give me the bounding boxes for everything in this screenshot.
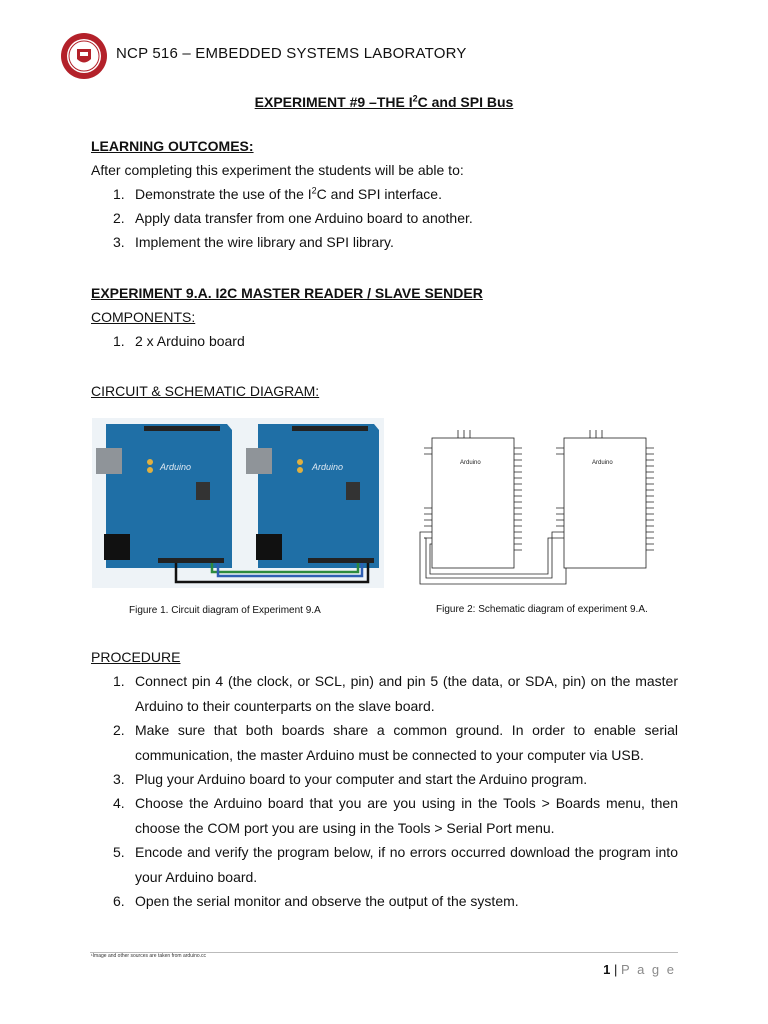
arduino-board-master xyxy=(96,424,232,568)
list-item: 4. Choose the Arduino board that you are you using in the Tools > Boards menu, then choose the COM port you are using in the Tools > Serial Port menu. xyxy=(113,795,678,836)
schematic-diagram-figure xyxy=(418,416,676,590)
figure1-caption: Figure 1. Circuit diagram of Experiment 9.A xyxy=(129,605,321,616)
list-item: 5. Encode and verify the program below, if no errors occurred download the program into your Arduino board. xyxy=(113,844,678,885)
learning-outcomes-heading: LEARNING OUTCOMES: xyxy=(91,138,254,154)
components-heading: COMPONENTS: xyxy=(91,309,196,325)
experiment-heading: EXPERIMENT 9.A. I2C MASTER READER / SLAVE SENDER xyxy=(91,285,483,301)
board-label: Arduino xyxy=(160,462,192,472)
course-header: NCP 516 – EMBEDDED SYSTEMS LABORATORY xyxy=(116,45,467,62)
procedure-heading: PROCEDURE xyxy=(91,649,181,665)
list-item: 1. Connect pin 4 (the clock, or SCL, pin) and pin 5 (the data, or SDA, pin) on the master Arduino to their counterparts on the slave board. xyxy=(113,673,678,714)
university-seal-logo xyxy=(60,32,108,80)
circuit-diagram-figure xyxy=(92,418,384,588)
learning-intro: After completing this experiment the students will be able to: xyxy=(91,162,464,178)
page-number: 1 | P a g e xyxy=(603,962,676,977)
board-label: Arduino xyxy=(312,462,344,472)
arduino-board-slave xyxy=(246,424,379,568)
experiment-title: EXPERIMENT #9 –THE $I^2C$ and SPI Bus xyxy=(254,93,514,110)
diagram-heading: CIRCUIT & SCHEMATIC DIAGRAM: xyxy=(91,383,320,399)
list-item: 2. Make sure that both boards share a common ground. In order to enable serial communication, the master Arduino must be connected to your computer via USB. xyxy=(113,722,678,763)
footnote: ¹Image and other sources are taken from arduino.cc xyxy=(91,953,207,959)
figure2-caption: Figure 2: Schematic diagram of experiment 9.A. xyxy=(436,604,648,615)
board-label: Arduino xyxy=(460,460,481,466)
board-label: Arduino xyxy=(592,460,613,466)
